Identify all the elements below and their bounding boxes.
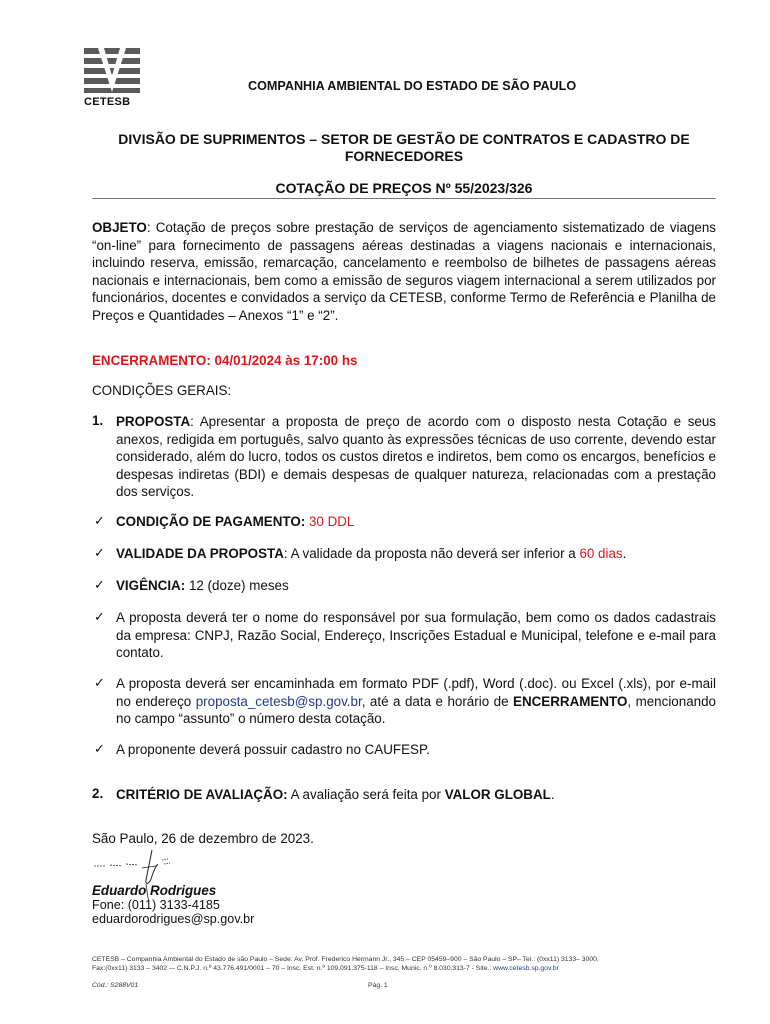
quote-title: COTAÇÃO DE PREÇOS Nº 55/2023/326 [275,180,533,196]
pagamento-label: CONDIÇÃO DE PAGAMENTO: [116,514,306,529]
envio-text1: A proposta deverá ser encaminhada em formato PDF (.pdf), Word (.doc). ou Excel (.xls), por e-mail no endereço [116,676,716,709]
check-icon: ✓ [94,577,105,592]
objeto-text: : Cotação de preços sobre prestação de serviços de agenciamento sistematizado de viagens “on-line” para fornecimento de passagens aéreas destinadas a viagens nacionais e internacionais, incluindo reserva, emissão, remarcação, cancelamento e reembolso de bilhetes de passagens aéreas nacionais e internacionais, bem como a emissão de seguros viagem internacional a serem utilizados por funcionários, docentes e convidados a serviço da CETESB, conforme Termo de Referência e Planilha de Preços e Quantidades – Anexos “1” e “2”. [92,220,716,323]
footer-line2-wrap [92,964,716,973]
item2-criterio [116,786,716,804]
bullet-envio [116,675,716,728]
company-name: COMPANHIA AMBIENTAL DO ESTADO DE SÃO PAULO [248,79,577,93]
envio-bold: ENCERRAMENTO [513,693,628,709]
footer-code: Cód.: S288V01 [92,982,139,989]
division-title: DIVISÃO DE SUPRIMENTOS – SETOR DE GESTÃO DE CONTRATOS E CADASTRO DE FORNECEDORES [118,131,690,164]
bullet-caufesp: A proponente deverá possuir cadastro no CAUFESP. [116,742,430,757]
item2-bold: VALOR GLOBAL [444,787,551,802]
check-icon: ✓ [94,609,105,624]
footer-line1: CETESB – Companhia Ambiental do Estado de são Paulo – Sede: Av. Prof. Frederico Hermann Jr., 345 – CEP 05459–900 – São Paulo – SP– Tel.: (0xx11) 3133– 3000, [92,956,599,963]
title-divider [92,198,716,199]
objeto-label: OBJETO [92,220,147,235]
check-icon: ✓ [94,513,105,528]
bullet-pagamento [116,513,716,531]
item2-text: A avaliação será feita por [290,787,441,802]
footer-site-link[interactable]: www.cetesb.sp.gov.br [493,965,559,972]
footer-line2: Fax:(0xx11) 3133 – 3402 –- C.N.P.J. n.º 43.776.491/0001 – 70 – Insc. Est. n.º 109.091.375-118 – Insc. Munic. n.º 8.030.313-7 - Site.: [92,965,492,972]
bullet-vigencia [116,577,716,595]
item2-number: 2. [92,786,104,801]
check-icon: ✓ [94,741,105,756]
place-date: São Paulo, 26 de dezembro de 2023. [92,831,314,846]
item2-end: . [550,787,555,802]
signer-name: Eduardo Rodrigues [92,883,217,898]
logo-text: CETESB [84,96,131,108]
validade-text: : A validade da proposta não deverá ser inferior a [283,546,576,561]
vigencia-text: 12 (doze) meses [188,578,289,593]
item1-number: 1. [92,413,104,428]
item1-label: PROPOSTA [116,414,191,429]
envio-text3: , mencionando no campo “assunto” o número desta cotação. [116,693,716,727]
signer-phone: Fone: (011) 3133-4185 [92,898,220,912]
check-icon: ✓ [94,675,105,690]
encerramento-deadline: ENCERRAMENTO: 04/01/2024 às 17:00 hs [92,353,358,368]
objeto-paragraph [92,219,716,325]
item1-proposta [116,413,716,501]
footer-page-number: Pág. 1 [368,982,388,989]
condicoes-gerais-heading: CONDIÇÕES GERAIS: [92,383,232,398]
check-icon: ✓ [94,545,105,560]
item2-label: CRITÉRIO DE AVALIAÇÃO: [116,787,288,802]
pagamento-value: 30 DDL [308,514,355,529]
envio-email-link[interactable]: proposta_cetesb@sp.gov.br [195,693,362,709]
footer-address [92,955,716,973]
item1-text: : Apresentar a proposta de preço de acordo com o disposto nesta Cotação e seus anexos, redigida em português, salvo quanto às expressões técnicas de uso corrente, devendo estar considerado, além do lucro, todos os custos diretos e indiretos, bem como os encargos, benefícios e despesas indiretas (BDI) e demais despesas de qualquer natureza, relacionadas com a prestação dos serviços. [116,414,716,500]
envio-text2: , até a data e horário de [361,693,509,709]
bullet-validade [116,545,716,563]
validade-label: VALIDADE DA PROPOSTA [116,546,284,561]
signer-email: eduardorodrigues@sp.gov.br [92,912,255,926]
validade-value: 60 dias [579,546,623,561]
vigencia-label: VIGÊNCIA: [116,578,186,593]
validade-end: . [622,546,627,561]
bullet-responsavel: A proposta deverá ter o nome do responsável por sua formulação, bem como os dados cadastrais da empresa: CNPJ, Razão Social, Endereço, Inscrições Estadual e Municipal, telefone e e-mail para contato. [116,610,716,661]
